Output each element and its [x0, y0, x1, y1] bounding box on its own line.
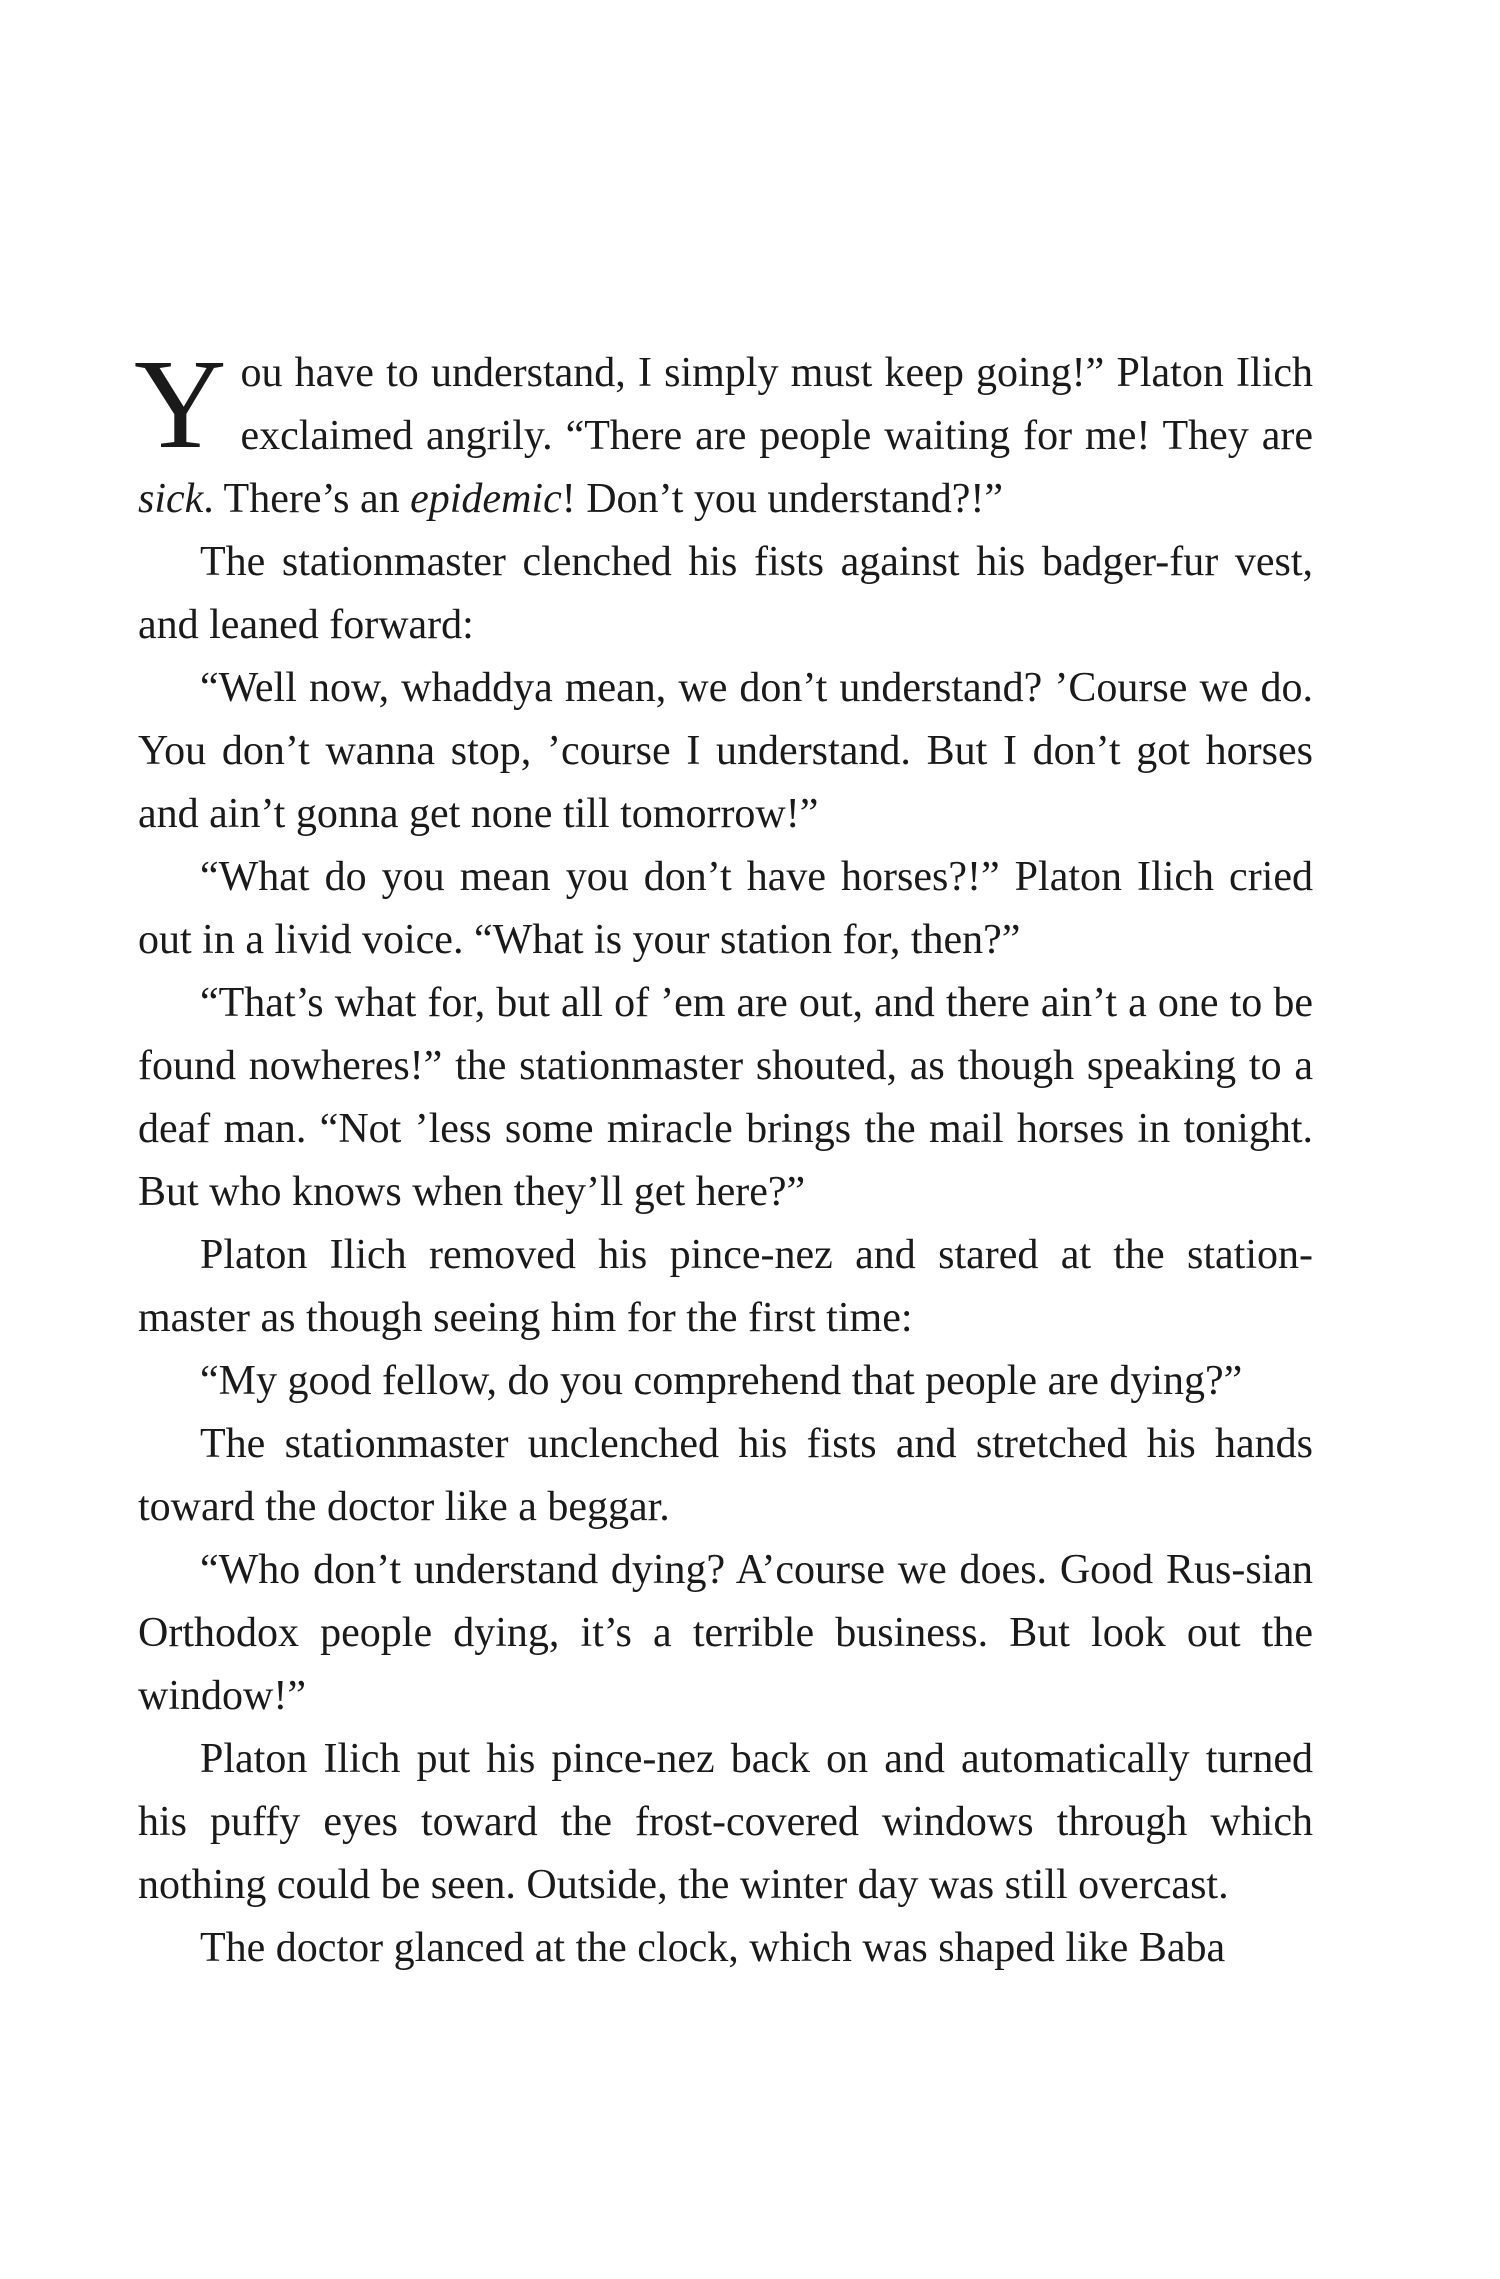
text-segment: “Well now, whaddya mean, we don’t understand? ’Course we do. You don’t wanna stop, ’course I understand. But I don’t got horses and ain’t gonna get none till tomorrow!” — [138, 665, 1313, 837]
body-text — [134, 333, 1313, 1980]
text-segment: The doctor glanced at the clock, which was shaped like Baba — [200, 1925, 1226, 1971]
paragraph — [138, 972, 1313, 1224]
text-segment: “Who don’t understand dying? A’course we does. Good Rus-sian Orthodox people dying, it’s a terrible business. But look out the window!” — [138, 1547, 1313, 1719]
paragraph — [138, 1917, 1313, 1980]
text-segment: Platon Ilich put his pince-nez back on and automatically turned his puffy eyes toward the frost-covered windows through which nothing could be seen. Outside, the winter day was still overcast. — [138, 1736, 1313, 1908]
text-segment: The stationmaster unclenched his fists and stretched his hands toward the doctor like a beggar. — [138, 1421, 1313, 1530]
drop-cap: Y — [134, 333, 227, 475]
paragraph — [138, 1224, 1313, 1350]
text-segment: “What do you mean you don’t have horses?!” Platon Ilich cried out in a livid voice. “What is your station for, then?” — [138, 854, 1313, 963]
text-segment: “That’s what for, but all of ’em are out, and there ain’t a one to be found nowheres!” the stationmaster shouted, as though speaking to a deaf man. “Not ’less some miracle brings the mail horses in tonight. But who knows when they’ll get here?” — [138, 980, 1313, 1215]
italic-text: sick — [138, 476, 204, 522]
text-segment: . There’s an — [203, 476, 411, 522]
text-segment: The stationmaster clenched his fists against his badger-fur vest, and leaned forward: — [138, 539, 1313, 648]
paragraph — [138, 846, 1313, 972]
paragraph — [138, 1539, 1313, 1728]
text-segment: ! Don’t you understand?!” — [561, 476, 1003, 522]
paragraph — [134, 333, 1313, 531]
paragraph — [138, 1728, 1313, 1917]
paragraph — [138, 1413, 1313, 1539]
paragraph — [138, 657, 1313, 846]
paragraph — [138, 1350, 1313, 1413]
text-segment: Platon Ilich removed his pince-nez and stared at the station-master as though seeing him for the first time: — [138, 1232, 1313, 1341]
paragraph — [138, 531, 1313, 657]
text-segment: ou have to understand, I simply must keep going!” Platon Ilich exclaimed angrily. “There are people waiting for me! They are — [240, 350, 1313, 459]
italic-text: epidemic — [410, 476, 562, 522]
text-segment: “My good fellow, do you comprehend that people are dying?” — [200, 1358, 1243, 1404]
